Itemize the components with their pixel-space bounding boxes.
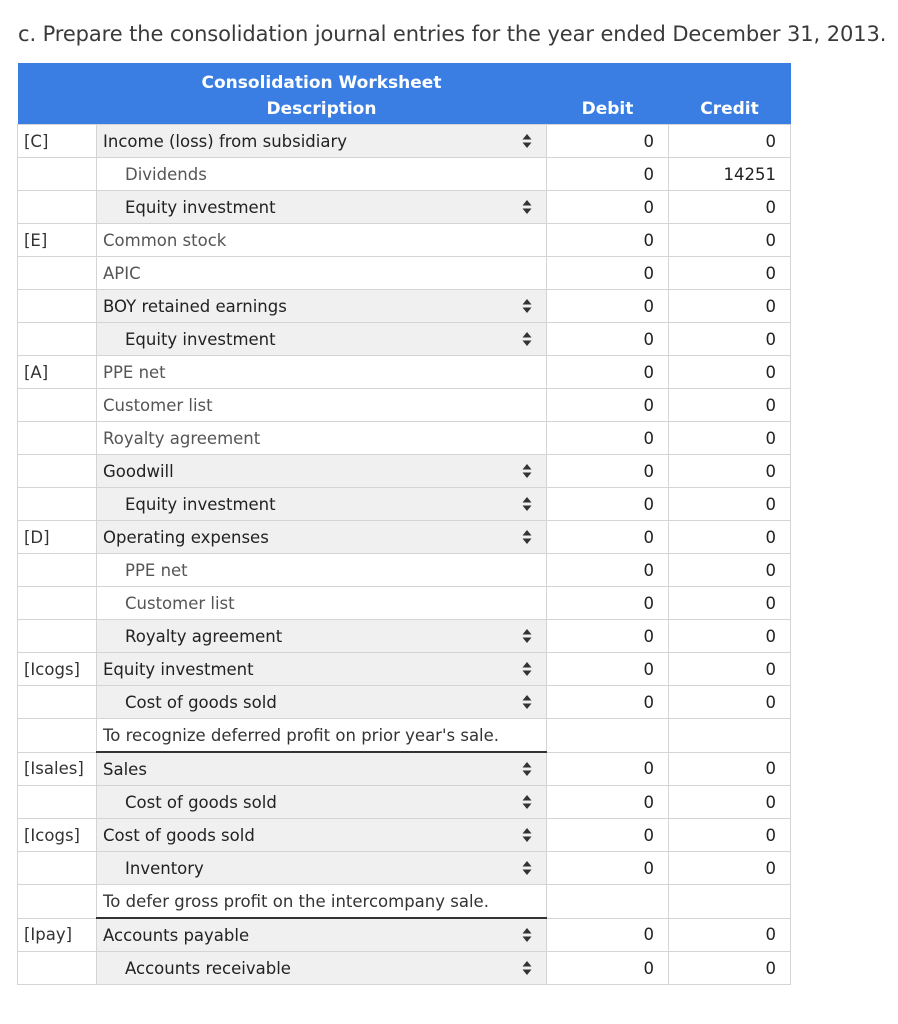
account-name: BOY retained earnings (103, 296, 287, 316)
explanation-input[interactable] (97, 885, 547, 919)
explanation-row (18, 719, 791, 753)
account-select[interactable] (97, 819, 547, 852)
journal-entry-row (18, 819, 791, 852)
account-select[interactable] (97, 323, 547, 356)
debit-input[interactable]: 0 (547, 819, 669, 852)
debit-input[interactable]: 0 (547, 125, 669, 158)
account-select[interactable] (97, 653, 547, 686)
account-label (97, 224, 547, 257)
debit-input[interactable]: 0 (547, 323, 669, 356)
entry-tag: [Isales] (18, 752, 97, 786)
explanation-row (18, 885, 791, 919)
journal-entry-row (18, 587, 791, 620)
journal-entry-row (18, 686, 791, 719)
select-arrows-icon[interactable] (522, 827, 532, 843)
entry-tag (18, 455, 97, 488)
journal-entry-row (18, 125, 791, 158)
credit-input[interactable]: 0 (669, 257, 791, 290)
journal-entry-row (18, 191, 791, 224)
credit-input[interactable]: 0 (669, 653, 791, 686)
select-arrows-icon[interactable] (522, 927, 532, 943)
journal-entry-row (18, 224, 791, 257)
account-name: Accounts receivable (125, 958, 291, 978)
account-name: Inventory (125, 858, 204, 878)
entry-tag (18, 852, 97, 885)
entry-tag (18, 191, 97, 224)
account-name: Dividends (125, 164, 207, 184)
debit-input[interactable]: 0 (547, 786, 669, 819)
account-name: Cost of goods sold (125, 792, 277, 812)
credit-input[interactable]: 0 (669, 786, 791, 819)
journal-entry-row (18, 554, 791, 587)
journal-entry-row (18, 389, 791, 422)
account-select[interactable] (97, 852, 547, 885)
select-arrows-icon[interactable] (522, 496, 532, 512)
account-name: Equity investment (103, 659, 254, 679)
debit-input[interactable]: 0 (547, 852, 669, 885)
journal-entry-row (18, 952, 791, 985)
account-select[interactable] (97, 125, 547, 158)
account-select[interactable] (97, 191, 547, 224)
header-row-columns (18, 93, 791, 125)
credit-input (669, 885, 791, 919)
debit-input[interactable]: 0 (547, 356, 669, 389)
account-select[interactable] (97, 620, 547, 653)
account-name: Royalty agreement (125, 626, 283, 646)
account-name: To defer gross profit on the intercompany sale. (103, 891, 489, 911)
journal-entry-row (18, 356, 791, 389)
credit-input (669, 719, 791, 753)
entry-tag (18, 952, 97, 985)
journal-entry-row (18, 620, 791, 653)
journal-entry-row (18, 455, 791, 488)
credit-input[interactable]: 0 (669, 488, 791, 521)
entry-tag (18, 488, 97, 521)
account-select[interactable] (97, 686, 547, 719)
account-name: Customer list (103, 395, 213, 415)
credit-input[interactable]: 0 (669, 521, 791, 554)
journal-entry-row (18, 653, 791, 686)
credit-input[interactable]: 0 (669, 422, 791, 455)
journal-entry-row (18, 257, 791, 290)
account-name: Cost of goods sold (103, 825, 255, 845)
journal-entry-row (18, 158, 791, 191)
account-label (97, 422, 547, 455)
credit-input[interactable]: 0 (669, 191, 791, 224)
select-arrows-icon[interactable] (522, 199, 532, 215)
account-select[interactable] (97, 786, 547, 819)
journal-entry-row (18, 521, 791, 554)
entry-tag (18, 158, 97, 191)
entry-tag (18, 290, 97, 323)
column-header-debit: Debit (547, 93, 669, 125)
select-arrows-icon[interactable] (522, 463, 532, 479)
debit-input (547, 719, 669, 753)
journal-entry-row (18, 422, 791, 455)
account-label (97, 587, 547, 620)
account-select[interactable] (97, 488, 547, 521)
account-select[interactable] (97, 521, 547, 554)
journal-entry-row (18, 752, 791, 786)
entry-tag: [E] (18, 224, 97, 257)
select-arrows-icon[interactable] (522, 133, 532, 149)
account-name: Sales (103, 759, 147, 779)
credit-input[interactable]: 0 (669, 455, 791, 488)
debit-input[interactable]: 0 (547, 686, 669, 719)
credit-input[interactable]: 0 (669, 356, 791, 389)
debit-input[interactable]: 0 (547, 290, 669, 323)
account-label (97, 257, 547, 290)
entry-tag (18, 422, 97, 455)
debit-input[interactable]: 0 (547, 554, 669, 587)
account-name: Equity investment (125, 329, 276, 349)
worksheet-title: Consolidation Worksheet (97, 63, 547, 93)
journal-entry-row (18, 323, 791, 356)
header-row-title (18, 63, 791, 93)
entry-tag: [A] (18, 356, 97, 389)
worksheet-body (18, 125, 791, 985)
entry-tag (18, 257, 97, 290)
entry-tag (18, 389, 97, 422)
select-arrows-icon[interactable] (522, 761, 532, 777)
credit-input[interactable]: 0 (669, 686, 791, 719)
account-name: Income (loss) from subsidiary (103, 131, 348, 151)
account-name: Royalty agreement (103, 428, 261, 448)
entry-tag (18, 885, 97, 919)
credit-input[interactable]: 0 (669, 752, 791, 786)
account-name: PPE net (103, 362, 166, 382)
journal-entry-row (18, 786, 791, 819)
journal-entry-row (18, 488, 791, 521)
entry-tag: [Icogs] (18, 819, 97, 852)
credit-input[interactable]: 0 (669, 952, 791, 985)
column-header-credit: Credit (669, 93, 791, 125)
account-label (97, 554, 547, 587)
account-name: Operating expenses (103, 527, 269, 547)
select-arrows-icon[interactable] (522, 661, 532, 677)
credit-input[interactable]: 14251 (669, 158, 791, 191)
select-arrows-icon[interactable] (522, 794, 532, 810)
entry-tag (18, 323, 97, 356)
select-arrows-icon[interactable] (522, 960, 532, 976)
debit-input[interactable]: 0 (547, 521, 669, 554)
entry-tag: [D] (18, 521, 97, 554)
credit-input[interactable]: 0 (669, 852, 791, 885)
select-arrows-icon[interactable] (522, 694, 532, 710)
account-label (97, 356, 547, 389)
account-select[interactable] (97, 952, 547, 985)
account-select[interactable] (97, 918, 547, 952)
account-name: Accounts payable (103, 925, 250, 945)
select-arrows-icon[interactable] (522, 860, 532, 876)
entry-tag (18, 719, 97, 753)
credit-input[interactable]: 0 (669, 224, 791, 257)
entry-tag (18, 786, 97, 819)
credit-input[interactable]: 0 (669, 819, 791, 852)
explanation-input[interactable] (97, 719, 547, 753)
account-name: Goodwill (103, 461, 174, 481)
column-header-description: Description (97, 93, 547, 125)
credit-input[interactable]: 0 (669, 389, 791, 422)
select-arrows-icon[interactable] (522, 331, 532, 347)
debit-input[interactable]: 0 (547, 257, 669, 290)
consolidation-worksheet-table (17, 63, 791, 985)
account-name: Common stock (103, 230, 227, 250)
account-name: PPE net (125, 560, 188, 580)
credit-input[interactable]: 0 (669, 554, 791, 587)
journal-entry-row (18, 918, 791, 952)
entry-tag (18, 686, 97, 719)
debit-input[interactable]: 0 (547, 587, 669, 620)
credit-input[interactable]: 0 (669, 620, 791, 653)
credit-input[interactable]: 0 (669, 125, 791, 158)
entry-tag: [Ipay] (18, 918, 97, 952)
account-select[interactable] (97, 455, 547, 488)
journal-entry-row (18, 852, 791, 885)
debit-input[interactable]: 0 (547, 488, 669, 521)
debit-input[interactable]: 0 (547, 455, 669, 488)
debit-input[interactable]: 0 (547, 389, 669, 422)
account-name: Equity investment (125, 197, 276, 217)
select-arrows-icon[interactable] (522, 529, 532, 545)
credit-input[interactable]: 0 (669, 323, 791, 356)
debit-input[interactable]: 0 (547, 918, 669, 952)
account-name: To recognize deferred profit on prior year's sale. (103, 725, 500, 745)
account-select[interactable] (97, 752, 547, 786)
debit-input[interactable]: 0 (547, 620, 669, 653)
debit-input[interactable]: 0 (547, 422, 669, 455)
account-label (97, 158, 547, 191)
entry-tag: [C] (18, 125, 97, 158)
debit-input[interactable]: 0 (547, 752, 669, 786)
entry-tag (18, 554, 97, 587)
credit-input[interactable]: 0 (669, 587, 791, 620)
debit-input[interactable]: 0 (547, 191, 669, 224)
journal-entry-row (18, 290, 791, 323)
debit-input (547, 885, 669, 919)
account-name: Equity investment (125, 494, 276, 514)
account-name: Cost of goods sold (125, 692, 277, 712)
account-name: APIC (103, 263, 141, 283)
select-arrows-icon[interactable] (522, 628, 532, 644)
question-prompt: c. Prepare the consolidation journal entries for the year ended December 31, 2013. (18, 22, 887, 46)
entry-tag (18, 587, 97, 620)
account-name: Customer list (125, 593, 235, 613)
account-label (97, 389, 547, 422)
entry-tag: [Icogs] (18, 653, 97, 686)
debit-input[interactable]: 0 (547, 952, 669, 985)
debit-input[interactable]: 0 (547, 224, 669, 257)
account-select[interactable] (97, 290, 547, 323)
debit-input[interactable]: 0 (547, 158, 669, 191)
select-arrows-icon[interactable] (522, 298, 532, 314)
credit-input[interactable]: 0 (669, 918, 791, 952)
entry-tag (18, 620, 97, 653)
debit-input[interactable]: 0 (547, 653, 669, 686)
credit-input[interactable]: 0 (669, 290, 791, 323)
